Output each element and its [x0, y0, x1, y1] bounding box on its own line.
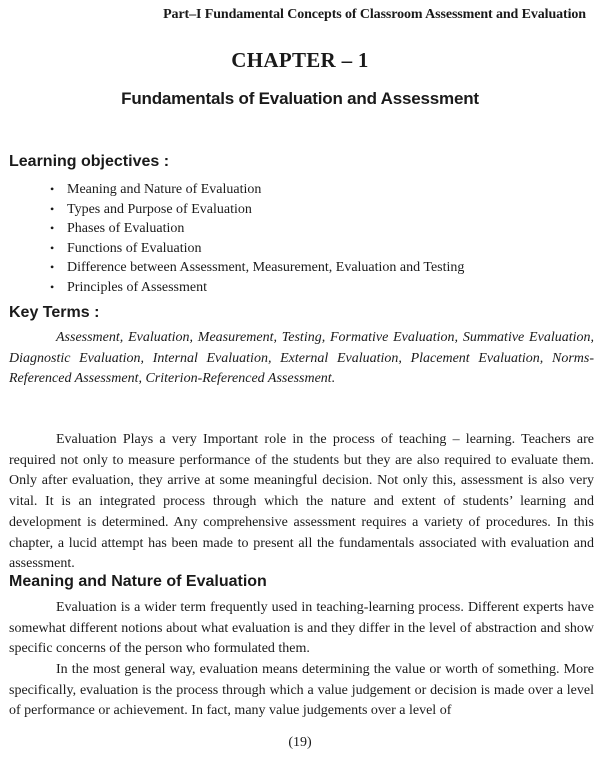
list-item-label: Difference between Assessment, Measurement, Evaluation and Testing: [67, 260, 465, 276]
chapter-title: Fundamentals of Evaluation and Assessment: [121, 89, 479, 108]
chapter-number: CHAPTER – 1: [231, 48, 369, 72]
key-terms-heading: Key Terms :: [9, 304, 100, 321]
meaning-section-heading: Meaning and Nature of Evaluation: [9, 573, 267, 590]
running-head: Part–I Fundamental Concepts of Classroom Assessment and Evaluation: [163, 7, 586, 22]
list-item: [50, 239, 464, 259]
page-number: (19): [288, 735, 312, 750]
meaning-paragraph-2: In the most general way, evaluation means determining the value or worth of something. More specifically, evaluation is the process through which a value judgement or decision is made over a level of performance or achievement. In fact, many value judgements over a level of: [9, 662, 594, 719]
bullet-icon: •: [50, 201, 55, 216]
list-item: [50, 278, 464, 298]
learning-objectives-list: [50, 180, 464, 298]
learning-objectives-heading: Learning objectives :: [9, 153, 170, 170]
bullet-icon: •: [50, 260, 55, 275]
bullet-icon: •: [50, 182, 55, 196]
intro-paragraph: Evaluation Plays a very Important role in the process of teaching – learning. Teachers are required not only to measure performance of the students but they are also required to evaluate them. Only after evaluation, they arrive at some meaningful decision. Not only this, assessment is also very vital. It is an integrated process through which the nature and extent of students’ learning and development is determined. Any comprehensive assessment requires a variety of procedures. In this chapter, a lucid attempt has been made to present all the fundamentals associated with evaluation and assessment.: [9, 432, 594, 572]
list-item-label: Meaning and Nature of Evaluation: [67, 182, 262, 197]
bullet-icon: •: [50, 221, 55, 236]
meaning-paragraph-1: Evaluation is a wider term frequently used in teaching-learning process. Different experts have somewhat different notions about what evaluation is and they differ in the level of abstraction and show specific concerns of the person who formulated them.: [9, 600, 594, 657]
list-item: [50, 219, 464, 239]
list-item: [50, 180, 464, 200]
key-terms-text: Assessment, Evaluation, Measurement, Testing, Formative Evaluation, Summative Evaluation, Diagnostic Evaluation, Internal Evaluation, External Evaluation, Placement Evaluation, Norms-Referenced Assessment, Criterion-Referenced Assessment.: [9, 330, 594, 386]
list-item-label: Types and Purpose of Evaluation: [67, 201, 252, 217]
list-item-label: Phases of Evaluation: [67, 221, 185, 237]
list-item: [50, 258, 464, 278]
list-item: [50, 200, 464, 220]
bullet-icon: •: [50, 240, 55, 255]
list-item-label: Principles of Assessment: [67, 279, 207, 295]
bullet-icon: •: [50, 279, 55, 294]
list-item-label: Functions of Evaluation: [67, 240, 202, 256]
